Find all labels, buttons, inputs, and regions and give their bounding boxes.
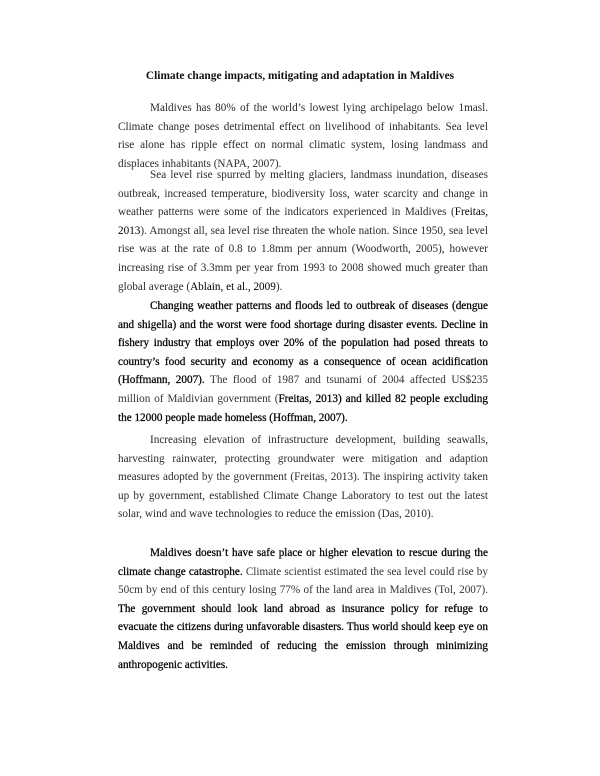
- paragraph-3: [118, 297, 488, 427]
- paragraph-2-text-b: ). Amongst all, sea level rise threaten the whole nation. Since 1950, sea level rise was at the rate of 0.8 to 1.8mm per annum (Woodworth, 2005), however increasing rise of 3.3mm per year from 1993 to 2008 showed much greater than global average (: [118, 224, 488, 293]
- citation-ablain: Ablain, et al., 2009: [190, 280, 276, 293]
- document-title: Climate change impacts, mitigating and adaptation in Maldives: [145, 70, 455, 82]
- paragraph-2: [118, 166, 488, 296]
- paragraph-5-text-b: Climate scientist estimated the sea level could rise by 50cm by end of this century losing 77% of the land area in Maldives (Tol, 2007).: [118, 565, 488, 597]
- paragraph-5-text-a: Maldives doesn’t have safe place or higher elevation to rescue during the climate change catastrophe.: [118, 547, 488, 578]
- paragraph-2-text-c: ).: [275, 280, 283, 293]
- paragraph-4: Increasing elevation of infrastructure development, building seawalls, harvesting rainwater, protecting groundwater were mitigation and adaption measures adopted by the government (Freitas, 2013). The inspiring activity taken up by government, established Climate Change Laboratory to test out the latest solar, wind and wave technologies to reduce the emission (Das, 2010).: [118, 434, 488, 521]
- paragraph-3-text-a: Changing weather patterns and floods led to outbreak of diseases (dengue and shigella) and the worst were food shortage during disaster events. Decline in fishery industry that employs over 20% of the population had posed threats to country’s food security and economy as a consequence of ocean acidification (Hoffmann, 2007).: [118, 300, 488, 387]
- paragraph-3-text-c: Freitas, 2013) and killed 82 people excluding the 12000 people made homeless (Hoffman, 2007).: [118, 392, 488, 424]
- paragraph-3-text-b: The flood of 1987 and tsunami of 2004 affected US$235 million of Maldivian government (: [118, 374, 488, 405]
- paragraph-1: Maldives has 80% of the world’s lowest lying archipelago below 1masl. Climate change poses detrimental effect on livelihood of inhabitants. Sea level rise alone has ripple effect on normal climatic system, losing landmass and displaces inhabitants (NAPA, 2007).: [118, 102, 488, 170]
- citation-freitas: Freitas, 2013: [118, 206, 488, 237]
- paragraph-5: [118, 544, 488, 674]
- paragraph-5-text-c: The government should look land abroad as insurance policy for refuge to evacuate the citizens during unfavorable disasters. Thus world should keep eye on Maldives and be reminded of reducing the emission through minimizing anthropogenic activities.: [118, 602, 488, 671]
- paragraph-2-text-a: Sea level rise spurred by melting glaciers, landmass inundation, diseases outbreak, increased temperature, biodiversity loss, water scarcity and change in weather patterns were some of the indicators experienced in Maldives (: [118, 169, 488, 219]
